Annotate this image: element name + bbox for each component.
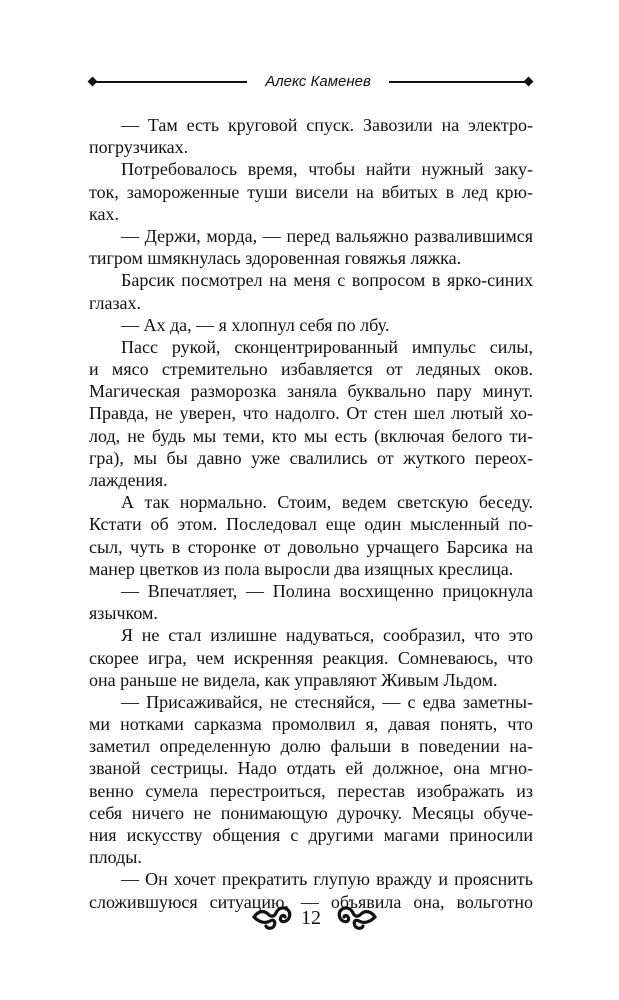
text-line: Кстати об этом. Последовал еще один мысленный по- bbox=[89, 514, 533, 535]
text-line: сыл, чуть в сторонке от довольно урчащего Барсика на bbox=[89, 536, 533, 557]
text-line: Правда, не уверен, что надолго. От стен шел лютый хо- bbox=[89, 403, 533, 424]
left-scroll-ornament-icon bbox=[252, 902, 292, 932]
text-line: лаждения. bbox=[89, 470, 168, 490]
text-line: тигром шмякнулась здоровенная говяжья ляжка. bbox=[89, 248, 462, 269]
text-line: Потребовалось время, чтобы найти нужный заку- bbox=[121, 159, 533, 180]
page-footer bbox=[0, 898, 619, 938]
text-line: ток, замороженные туши висели на вбитых в лед крю- bbox=[89, 181, 533, 202]
page-number: 12 bbox=[301, 907, 321, 929]
text-line: — Держи, морда, — перед вальяжно развалившимся bbox=[121, 225, 533, 246]
text-line: А так нормально. Стоим, ведем светскую беседу. bbox=[121, 492, 533, 513]
text-line: заметил определенную долю фальши в поведении на- bbox=[89, 736, 533, 757]
text-line: Барсик посмотрел на меня с вопросом в ярко-синих bbox=[121, 270, 533, 291]
text-line: скорее игра, чем искренняя реакция. Сомневаюсь, что bbox=[89, 647, 533, 668]
text-line: званой сестрицы. Надо отдать ей должное, она мгно- bbox=[89, 758, 533, 779]
text-line: венно сумела перестроиться, перестав изображать из bbox=[89, 780, 533, 801]
text-line: гра), мы бы давно уже свалились от жуткого переох- bbox=[89, 447, 533, 468]
text-line: — Ах да, — я хлопнул себя по лбу. bbox=[121, 314, 390, 335]
running-header bbox=[89, 72, 533, 92]
text-line: язычком. bbox=[89, 603, 158, 624]
text-line: она раньше не видела, как управляют Живым Льдом. bbox=[89, 669, 498, 690]
text-line: сложившуюся ситуацию, — объявила она, вольготно bbox=[89, 891, 533, 912]
text-line: глазах. bbox=[89, 292, 142, 313]
text-line: Я не стал излишне надуваться, сообразил, что это bbox=[121, 625, 533, 646]
text-line: ках. bbox=[89, 203, 119, 224]
text-line: — Там есть круговой спуск. Завозили на электро- bbox=[121, 115, 533, 135]
text-line: манер цветков из пола выросли два изящных креслица. bbox=[89, 558, 514, 579]
text-line: и мясо стремительно избавляется от ледяных оков. bbox=[89, 359, 533, 380]
text-line: — Впечатляет, — Полина восхищенно прицокнула bbox=[121, 580, 533, 601]
text-line: погрузчиках. bbox=[89, 137, 189, 158]
text-line: ния искусству общения с другими магами приносили bbox=[89, 825, 533, 845]
right-scroll-ornament-icon bbox=[337, 902, 377, 932]
text-line: себя ничего не понимающую дурочку. Месяцы обуче- bbox=[89, 802, 533, 823]
body-text bbox=[89, 114, 533, 913]
text-line: плоды. bbox=[89, 847, 142, 868]
header-rule-left bbox=[93, 81, 247, 83]
header-diamond-right bbox=[524, 77, 534, 87]
running-head-author: Алекс Каменев bbox=[265, 73, 371, 90]
header-rule-right bbox=[389, 81, 529, 83]
text-line: лод, не будь мы теми, кто мы есть (включая белого ти- bbox=[89, 425, 533, 446]
text-line: Пасс рукой, сконцентрированный импульс силы, bbox=[121, 336, 533, 357]
text-line: ми нотками сарказма промолвил я, давая понять, что bbox=[89, 714, 533, 735]
text-line: — Он хочет прекратить глупую вражду и прояснить bbox=[121, 869, 533, 890]
text-line: Магическая разморозка заняла буквально пару минут. bbox=[89, 381, 533, 402]
text-line: — Присаживайся, не стесняйся, — с едва заметны- bbox=[121, 691, 533, 712]
